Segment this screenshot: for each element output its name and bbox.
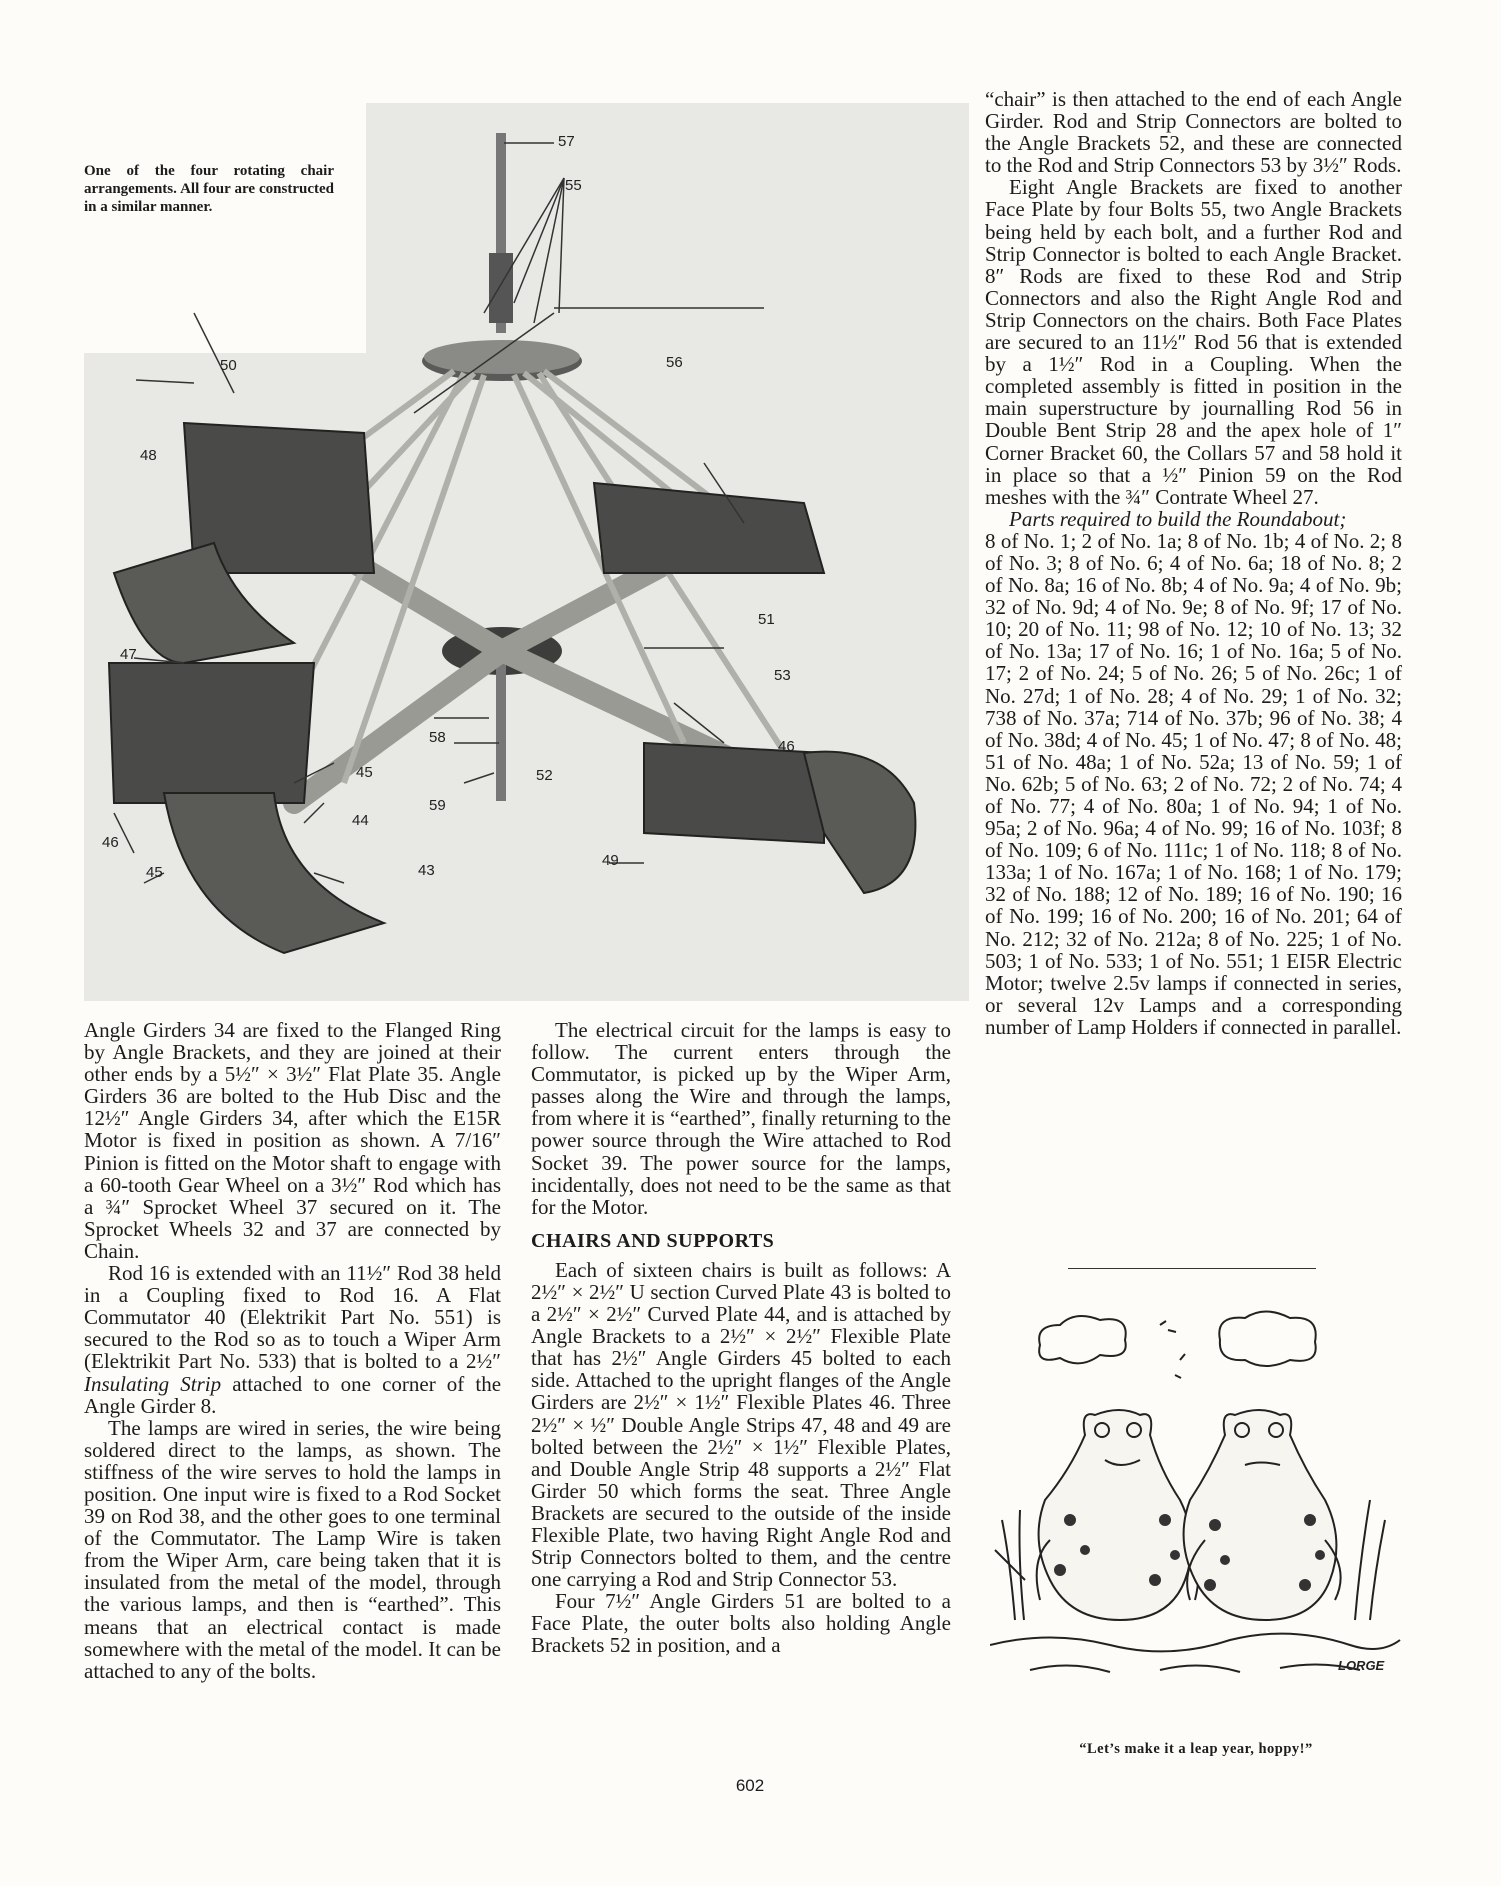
- left-column: [84, 1019, 501, 1682]
- part-label: 56: [666, 354, 683, 371]
- part-label: 57: [558, 133, 575, 150]
- paragraph: The lamps are wired in series, the wire being soldered direct to the lamps, as shown. The stiffness of the wire serves to hold the lamps in position. One input wire is fixed to a Rod Socket 39 on Rod 38, and the other goes to one terminal of the Commutator. The Lamp Wire is taken from the Wiper Arm, care being taken that it is insulated from the metal of the model, through the various lamps, and then is “earthed”. This means that an electrical contact is made somewhere with the metal of the model. It can be attached to any of the bolts.: [84, 1415, 501, 1683]
- chair-assembly-photo: [84, 103, 969, 1001]
- part-label: 44: [352, 812, 369, 829]
- part-label: 50: [220, 357, 237, 374]
- part-label: 45: [356, 764, 373, 781]
- italic-term: Insulating Strip: [84, 1371, 222, 1396]
- paragraph: Each of sixteen chairs is built as follows: A 2½″ × 2½″ U section Curved Plate 43 is bolted to a 2½″ × 2½″ Curved Plate 44, and is attached by Angle Brackets to a 2½″ × 2½″ Flexible Plate that has 2½″ Angle Girders 45 bolted to each side. Attached to the upright flanges of the Angle Girders are 2½″ × 1½″ Flexible Plates 46. Three 2½″ × ½″ Double Angle Strips 47, 48 and 49 are bolted between the 2½″ × 1½″ Flexible Plates, and Double Angle Strip 48 supports a 2½″ Flat Girder 50 which forms the seat. Three Angle Brackets are secured to the outside of the inside Flexible Plate, two having Right Angle Rod and Strip Connectors bolted to them, and the centre one carrying a Rod and Strip Connector 53.: [531, 1257, 951, 1592]
- paragraph-text: Rod 16 is extended with an 11½″ Rod 38 held in a Coupling fixed to Rod 16. A Flat Commutator 40 (Elektrikit Part No. 551) is secured to the Rod so as to touch a Wiper Arm (Elektrikit Part No. 533) that is bolted to a 2½″: [84, 1261, 501, 1374]
- paragraph-text: attached to one corner of the Angle Girder 8.: [84, 1371, 502, 1418]
- chair-assembly-illustration: [84, 103, 969, 1001]
- part-label: 47: [120, 646, 137, 663]
- paragraph: [84, 1262, 501, 1417]
- right-column: [985, 88, 1402, 1038]
- part-label: 59: [429, 797, 446, 814]
- part-label: 49: [602, 852, 619, 869]
- paragraph: Four 7½″ Angle Girders 51 are bolted to a Face Plate, the outer bolts also holding Angle Brackets 52 in position, and a: [531, 1589, 951, 1658]
- part-label: 46: [102, 834, 119, 851]
- photo-caption: One of the four rotating chair arrangements. All four are constructed in a similar manner.: [84, 163, 334, 215]
- part-label: 43: [418, 862, 435, 879]
- part-label: 58: [429, 729, 446, 746]
- divider: [1068, 1268, 1316, 1269]
- section-heading: CHAIRS AND SUPPORTS: [531, 1229, 775, 1252]
- parts-list: 8 of No. 1; 2 of No. 1a; 8 of No. 1b; 4 of No. 2; 8 of No. 3; 8 of No. 6; 4 of No. 6a; 18 of No. 8; 2 of No. 8a; 16 of No. 8b; 4 of No. 9a; 4 of No. 9b; 32 of No. 9d; 4 of No. 9e; 8 of No. 9f; 17 of No. 10; 20 of No. 11; 98 of No. 12; 10 of No. 13; 32 of No. 13a; 17 of No. 16; 1 of No. 16a; 5 of No. 17; 2 of No. 24; 5 of No. 26; 5 of No. 26c; 1 of No. 27d; 1 of No. 28; 4 of No. 29; 1 of No. 32; 738 of No. 37a; 714 of No. 37b; 96 of No. 38; 4 of No. 38d; 4 of No. 45; 1 of No. 47; 8 of No. 48; 51 of No. 48a; 1 of No. 52a; 13 of No. 59; 1 of No. 62b; 5 of No. 63; 2 of No. 72; 2 of No. 74; 4 of No. 77; 4 of No. 80a; 1 of No. 94; 1 of No. 95a; 2 of No. 96a; 4 of No. 99; 16 of No. 103f; 8 of No. 109; 6 of No. 111c; 1 of No. 118; 8 of No. 133a; 1 of No. 167a; 1 of No. 168; 1 of No. 179; 32 of No. 188; 12 of No. 189; 16 of No. 190; 16 of No. 199; 16 of No. 200; 16 of No. 201; 64 of No. 212; 32 of No. 212a; 8 of No. 225; 1 of No. 503; 1 of No. 533; 1 of No. 551; 1 EI5R Electric Motor; twelve 2.5v lamps if connected in series, or several 12v Lamps and a corresponding number of Lamp Holders if connected in parallel.: [985, 528, 1402, 1039]
- page-number: 602: [735, 1776, 765, 1795]
- paragraph: The electrical circuit for the lamps is easy to follow. The current enters through the Commutator, is picked up by the Wiper Arm, passes along the Wire and through the lamps, from where it is “earthed”, finally returning to the power source through the Wire attached to Rod Socket 39. The power source for the lamps, incidentally, does not need to be the same as that for the Motor.: [531, 1018, 951, 1219]
- cartoon-caption: “Let’s make it a leap year, hoppy!”: [1079, 1741, 1313, 1757]
- part-label: 52: [536, 767, 553, 784]
- middle-column: [531, 1019, 951, 1657]
- paragraph: Angle Girders 34 are fixed to the Flanged Ring by Angle Brackets, and they are joined at their other ends by a 5½″ × 3½″ Flat Plate 35. Angle Girders 36 are bolted to the Hub Disc and the 12½″ Angle Girders 34, after which the E15R Motor is fixed in position as shown. A 7/16″ Pinion is fitted on the Motor shaft to engage with a 60-tooth Gear Wheel on a 3½″ Rod which has a ¾″ Sprocket Wheel 37 secured on it. The Sprocket Wheels 32 and 37 are connected by Chain.: [84, 1018, 501, 1263]
- cartoon-signature: LORGE: [1338, 1658, 1385, 1673]
- part-label: 46: [778, 738, 795, 755]
- parts-heading-text: Parts required to build the Roundabout;: [1009, 506, 1347, 531]
- part-label: 53: [774, 667, 791, 684]
- part-label: 45: [146, 864, 163, 881]
- parts-heading: [985, 508, 1402, 530]
- paragraph: “chair” is then attached to the end of each Angle Girder. Rod and Strip Connectors are bolted to the Angle Brackets 52, and these are connected to the Rod and Strip Connectors 53 by 3½″ Rods.: [985, 87, 1402, 178]
- paragraph: Eight Angle Brackets are fixed to another Face Plate by four Bolts 55, two Angle Brackets being held by each bolt, and a further Rod and Strip Connector is bolted to each Angle Bracket. 8″ Rods are fixed to these Rod and Strip Connectors and also the Right Angle Rod and Strip Connectors on the chairs. Both Face Plates are secured to an 11½″ Rod 56 that is extended by a 1½″ Rod in a Coupling. When the completed assembly is fitted in position in the main superstructure by journalling Rod 56 in Double Bent Strip 28 and the apex hole of 1″ Corner Bracket 60, the Collars 57 and 58 hold it in place so that a ½″ Pinion 59 on the Rod meshes with the ¾″ Contrate Wheel 27.: [985, 175, 1402, 509]
- part-label: 55: [565, 177, 582, 194]
- part-label: 51: [758, 611, 775, 628]
- frog-cartoon: [990, 1300, 1402, 1730]
- part-label: 48: [140, 447, 157, 464]
